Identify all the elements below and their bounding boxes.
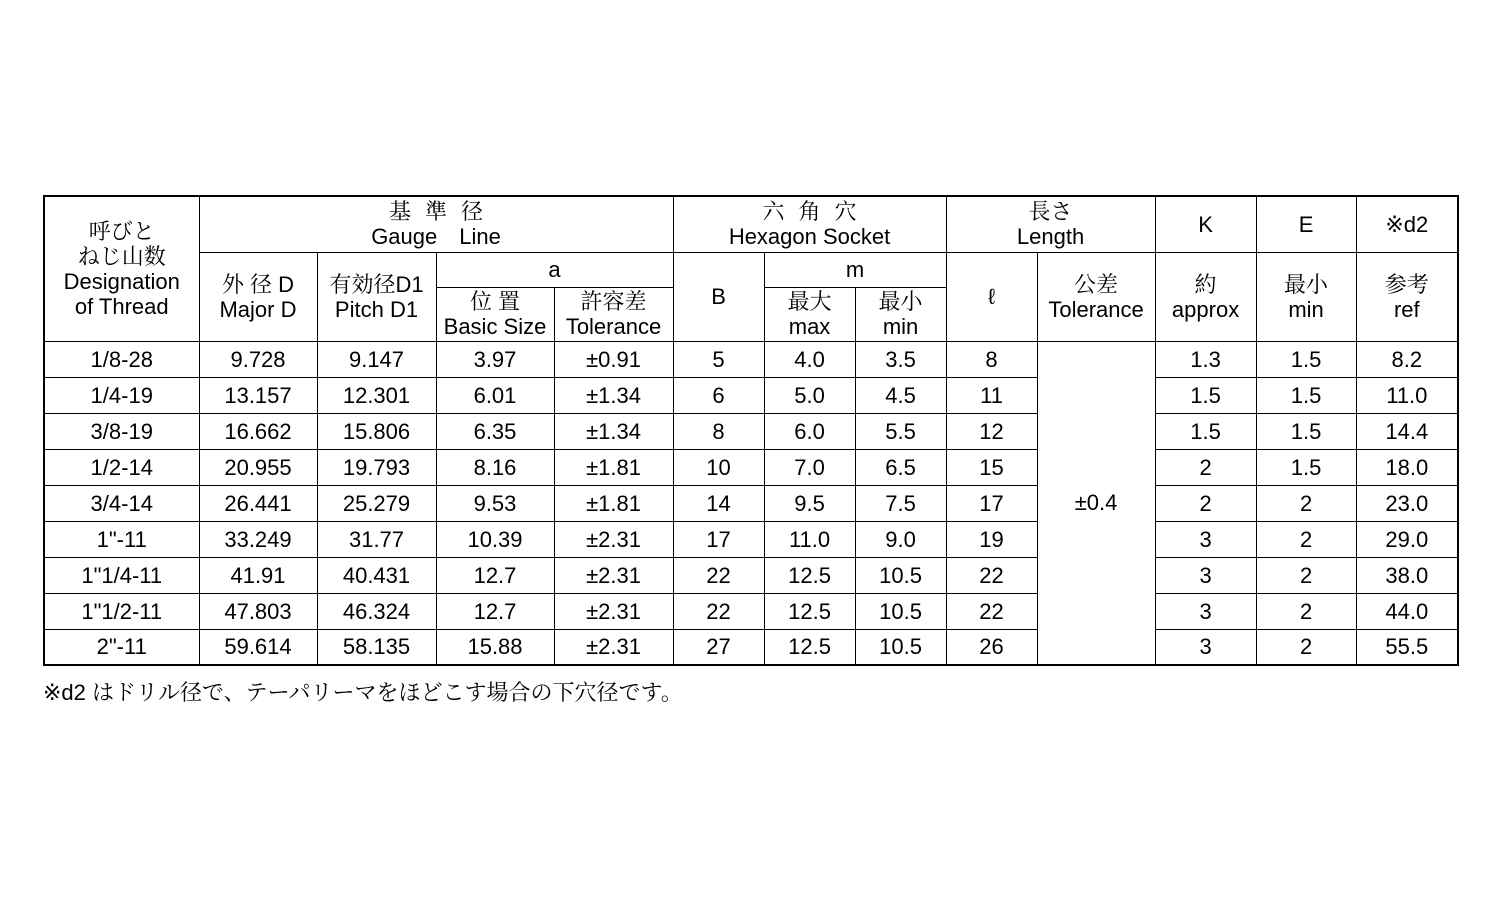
header-a-tolerance-jp: 許容差 — [580, 289, 647, 314]
header-gauge-line-en: Gauge Line — [371, 224, 501, 250]
cell-major-d: 47.803 — [199, 593, 317, 629]
cell-pitch-d1: 58.135 — [317, 629, 436, 665]
header-e-min-en: min — [1288, 296, 1324, 322]
header-m: m — [764, 252, 946, 287]
cell-major-d: 41.91 — [199, 557, 317, 593]
cell-thread: 1/2-14 — [44, 449, 199, 485]
cell-d2: 44.0 — [1356, 593, 1458, 629]
cell-a-tol: ±1.34 — [554, 377, 673, 413]
cell-thread: 1/4-19 — [44, 377, 199, 413]
cell-a-basic: 9.53 — [436, 485, 554, 521]
header-a-tolerance-en: Tolerance — [565, 314, 662, 339]
cell-d2: 38.0 — [1356, 557, 1458, 593]
cell-m-min: 10.5 — [855, 629, 946, 665]
cell-k: 1.5 — [1155, 413, 1256, 449]
cell-e: 2 — [1256, 593, 1356, 629]
cell-l: 12 — [946, 413, 1037, 449]
header-designation-line-1: 呼びと — [88, 218, 155, 244]
header-major-d — [199, 252, 317, 341]
header-k: K — [1155, 196, 1256, 252]
header-b: B — [673, 252, 764, 341]
header-l: ℓ — [946, 252, 1037, 341]
cell-b: 22 — [673, 593, 764, 629]
header-length — [946, 196, 1155, 252]
cell-e: 1.5 — [1256, 413, 1356, 449]
table-row — [44, 449, 1458, 485]
cell-a-tol: ±1.34 — [554, 413, 673, 449]
cell-m-min: 10.5 — [855, 557, 946, 593]
cell-major-d: 16.662 — [199, 413, 317, 449]
cell-b: 8 — [673, 413, 764, 449]
header-m-max — [764, 287, 855, 341]
cell-pitch-d1: 40.431 — [317, 557, 436, 593]
table-row — [44, 377, 1458, 413]
header-m-min-jp: 最小 — [878, 289, 923, 314]
cell-major-d: 26.441 — [199, 485, 317, 521]
cell-m-max: 9.5 — [764, 485, 855, 521]
table-header — [44, 196, 1458, 341]
cell-m-max: 11.0 — [764, 521, 855, 557]
cell-m-max: 12.5 — [764, 593, 855, 629]
header-hex-socket — [673, 196, 946, 252]
cell-b: 10 — [673, 449, 764, 485]
header-e-min — [1256, 252, 1356, 341]
cell-a-basic: 8.16 — [436, 449, 554, 485]
header-designation-line-2: ねじ山数 — [77, 243, 166, 269]
cell-a-basic: 6.35 — [436, 413, 554, 449]
table-row — [44, 629, 1458, 665]
cell-l: 11 — [946, 377, 1037, 413]
cell-a-tol: ±1.81 — [554, 449, 673, 485]
cell-d2: 14.4 — [1356, 413, 1458, 449]
cell-thread: 1/8-28 — [44, 341, 199, 377]
cell-m-min: 5.5 — [855, 413, 946, 449]
header-k-approx-jp: 約 — [1194, 271, 1217, 297]
header-k-approx-en: approx — [1171, 296, 1240, 322]
cell-a-tol: ±0.91 — [554, 341, 673, 377]
header-pitch-d1-en: Pitch D1 — [334, 296, 419, 322]
header-row-2 — [44, 252, 1458, 287]
header-d2-ref — [1356, 252, 1458, 341]
header-k-approx — [1155, 252, 1256, 341]
header-a-basic-size — [436, 287, 554, 341]
cell-pitch-d1: 19.793 — [317, 449, 436, 485]
cell-a-tol: ±2.31 — [554, 593, 673, 629]
header-hex-socket-en: Hexagon Socket — [728, 224, 891, 250]
cell-l: 19 — [946, 521, 1037, 557]
cell-pitch-d1: 25.279 — [317, 485, 436, 521]
table-row — [44, 593, 1458, 629]
cell-e: 2 — [1256, 521, 1356, 557]
cell-m-min: 7.5 — [855, 485, 946, 521]
footnote: ※d2 はドリル径で、テーパリーマをほどこす場合の下穴径です。 — [43, 680, 683, 705]
cell-m-min: 3.5 — [855, 341, 946, 377]
header-m-max-en: max — [788, 314, 831, 339]
table-row — [44, 413, 1458, 449]
header-m-min — [855, 287, 946, 341]
cell-a-basic: 10.39 — [436, 521, 554, 557]
cell-b: 6 — [673, 377, 764, 413]
cell-l: 17 — [946, 485, 1037, 521]
cell-e: 1.5 — [1256, 377, 1356, 413]
cell-thread: 2"-11 — [44, 629, 199, 665]
cell-e: 2 — [1256, 485, 1356, 521]
header-gauge-line-jp: 基準径 — [389, 199, 498, 225]
cell-major-d: 33.249 — [199, 521, 317, 557]
cell-a-basic: 12.7 — [436, 593, 554, 629]
cell-k: 1.5 — [1155, 377, 1256, 413]
cell-k: 3 — [1155, 557, 1256, 593]
cell-l: 26 — [946, 629, 1037, 665]
thread-spec-table — [43, 195, 1459, 666]
header-length-tolerance-en: Tolerance — [1048, 296, 1144, 322]
cell-m-max: 6.0 — [764, 413, 855, 449]
cell-l: 8 — [946, 341, 1037, 377]
header-major-d-en: Major D — [219, 296, 297, 322]
cell-m-max: 4.0 — [764, 341, 855, 377]
cell-a-basic: 6.01 — [436, 377, 554, 413]
header-length-en: Length — [1016, 224, 1085, 250]
header-a-tolerance — [554, 287, 673, 341]
cell-m-max: 12.5 — [764, 629, 855, 665]
header-e-min-jp: 最小 — [1284, 271, 1329, 297]
cell-e: 1.5 — [1256, 449, 1356, 485]
cell-a-basic: 12.7 — [436, 557, 554, 593]
table-body — [44, 341, 1458, 665]
cell-a-tol: ±2.31 — [554, 629, 673, 665]
cell-thread: 3/8-19 — [44, 413, 199, 449]
header-e: E — [1256, 196, 1356, 252]
cell-b: 27 — [673, 629, 764, 665]
cell-pitch-d1: 31.77 — [317, 521, 436, 557]
header-designation-line-3: Designation — [63, 268, 180, 294]
header-designation — [44, 196, 199, 341]
header-m-min-en: min — [882, 314, 919, 339]
cell-m-max: 12.5 — [764, 557, 855, 593]
cell-d2: 23.0 — [1356, 485, 1458, 521]
cell-b: 22 — [673, 557, 764, 593]
cell-d2: 11.0 — [1356, 377, 1458, 413]
cell-major-d: 20.955 — [199, 449, 317, 485]
header-pitch-d1-jp: 有効径D1 — [329, 271, 424, 297]
cell-l: 22 — [946, 557, 1037, 593]
header-d2-ref-jp: 参考 — [1384, 271, 1429, 297]
header-d2: ※d2 — [1356, 196, 1458, 252]
cell-b: 5 — [673, 341, 764, 377]
cell-pitch-d1: 9.147 — [317, 341, 436, 377]
table-row — [44, 557, 1458, 593]
cell-major-d: 59.614 — [199, 629, 317, 665]
cell-k: 2 — [1155, 485, 1256, 521]
header-m-max-jp: 最大 — [787, 289, 832, 314]
header-length-tolerance-jp: 公差 — [1074, 271, 1119, 297]
cell-k: 3 — [1155, 521, 1256, 557]
cell-m-min: 10.5 — [855, 593, 946, 629]
cell-k: 3 — [1155, 629, 1256, 665]
header-major-d-jp: 外 径 D — [221, 271, 295, 297]
cell-thread: 1"1/2-11 — [44, 593, 199, 629]
cell-pitch-d1: 46.324 — [317, 593, 436, 629]
cell-b: 14 — [673, 485, 764, 521]
cell-thread: 1"1/4-11 — [44, 557, 199, 593]
table-row — [44, 521, 1458, 557]
table-row — [44, 485, 1458, 521]
cell-d2: 29.0 — [1356, 521, 1458, 557]
header-row-1 — [44, 196, 1458, 252]
cell-m-max: 5.0 — [764, 377, 855, 413]
cell-a-tol: ±2.31 — [554, 521, 673, 557]
table-row — [44, 341, 1458, 377]
cell-e: 1.5 — [1256, 341, 1356, 377]
cell-k: 3 — [1155, 593, 1256, 629]
cell-thread: 1"-11 — [44, 521, 199, 557]
header-a-basic-size-en: Basic Size — [443, 314, 547, 339]
cell-m-min: 9.0 — [855, 521, 946, 557]
cell-e: 2 — [1256, 557, 1356, 593]
header-hex-socket-jp: 六角穴 — [762, 199, 871, 225]
cell-pitch-d1: 15.806 — [317, 413, 436, 449]
header-gauge-line — [199, 196, 673, 252]
cell-k: 2 — [1155, 449, 1256, 485]
header-length-jp: 長さ — [1028, 199, 1073, 225]
cell-d2: 18.0 — [1356, 449, 1458, 485]
header-a: a — [436, 252, 673, 287]
cell-d2: 55.5 — [1356, 629, 1458, 665]
cell-d2: 8.2 — [1356, 341, 1458, 377]
cell-length-tolerance: ±0.4 — [1037, 341, 1155, 665]
cell-pitch-d1: 12.301 — [317, 377, 436, 413]
header-a-basic-size-jp: 位 置 — [469, 289, 521, 314]
cell-m-max: 7.0 — [764, 449, 855, 485]
cell-major-d: 9.728 — [199, 341, 317, 377]
header-d2-ref-en: ref — [1393, 296, 1420, 322]
cell-l: 15 — [946, 449, 1037, 485]
header-pitch-d1 — [317, 252, 436, 341]
cell-major-d: 13.157 — [199, 377, 317, 413]
cell-m-min: 4.5 — [855, 377, 946, 413]
header-designation-line-4: of Thread — [74, 293, 169, 319]
cell-a-tol: ±1.81 — [554, 485, 673, 521]
cell-k: 1.3 — [1155, 341, 1256, 377]
cell-a-tol: ±2.31 — [554, 557, 673, 593]
cell-b: 17 — [673, 521, 764, 557]
cell-l: 22 — [946, 593, 1037, 629]
cell-m-min: 6.5 — [855, 449, 946, 485]
header-length-tolerance — [1037, 252, 1155, 341]
cell-a-basic: 3.97 — [436, 341, 554, 377]
cell-thread: 3/4-14 — [44, 485, 199, 521]
cell-e: 2 — [1256, 629, 1356, 665]
cell-a-basic: 15.88 — [436, 629, 554, 665]
